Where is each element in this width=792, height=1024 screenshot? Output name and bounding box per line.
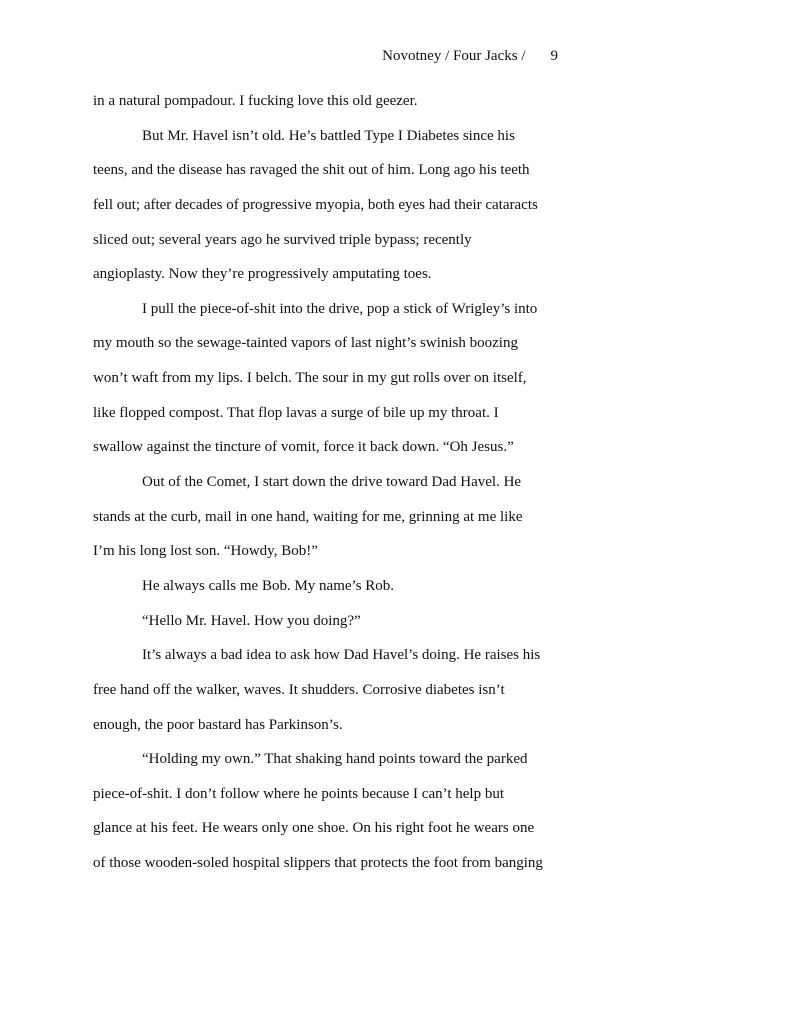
text-line: swallow against the tincture of vomit, force it back down. “Oh Jesus.” bbox=[93, 439, 514, 456]
text-line: free hand off the walker, waves. It shudders. Corrosive diabetes isn’t bbox=[93, 681, 505, 698]
text-line: in a natural pompadour. I fucking love this old geezer. bbox=[93, 93, 418, 109]
text-line: It’s always a bad idea to ask how Dad Havel’s doing. He raises his bbox=[142, 647, 541, 664]
text-line: teens, and the disease has ravaged the shit out of him. Long ago his teeth bbox=[93, 162, 530, 179]
text-line: “Holding my own.” That shaking hand points toward the parked bbox=[142, 751, 528, 768]
text-line: glance at his feet. He wears only one shoe. On his right foot he wears one bbox=[93, 820, 535, 837]
body-text bbox=[93, 92, 573, 889]
running-head: Novotney / Four Jacks / bbox=[382, 48, 526, 64]
page-header bbox=[382, 47, 558, 65]
text-line: won’t waft from my lips. I belch. The sour in my gut rolls over on itself, bbox=[93, 370, 527, 387]
text-line: I pull the piece-of-shit into the drive, pop a stick of Wrigley’s into bbox=[142, 300, 538, 317]
text-line: But Mr. Havel isn’t old. He’s battled Type I Diabetes since his bbox=[142, 127, 515, 144]
text-line: “Hello Mr. Havel. How you doing?” bbox=[142, 612, 361, 629]
text-line: piece-of-shit. I don’t follow where he points because I can’t help but bbox=[93, 785, 504, 802]
text-line: angioplasty. Now they’re progressively amputating toes. bbox=[93, 266, 432, 283]
text-line: sliced out; several years ago he survived triple bypass; recently bbox=[93, 231, 472, 248]
text-line: He always calls me Bob. My name’s Rob. bbox=[142, 577, 395, 594]
text-line: my mouth so the sewage-tainted vapors of last night’s swinish boozing bbox=[93, 335, 518, 352]
text-line: enough, the poor bastard has Parkinson’s. bbox=[93, 716, 343, 733]
text-line: Out of the Comet, I start down the drive toward Dad Havel. He bbox=[142, 474, 522, 491]
text-line: like flopped compost. That flop lavas a surge of bile up my throat. I bbox=[93, 404, 499, 421]
text-line: I’m his long lost son. “Howdy, Bob!” bbox=[93, 543, 318, 560]
page-number: 9 bbox=[550, 48, 558, 64]
text-line: stands at the curb, mail in one hand, waiting for me, grinning at me like bbox=[93, 508, 523, 525]
text-line: fell out; after decades of progressive myopia, both eyes had their cataracts bbox=[93, 196, 538, 213]
text-line: of those wooden-soled hospital slippers that protects the foot from banging bbox=[93, 855, 543, 872]
